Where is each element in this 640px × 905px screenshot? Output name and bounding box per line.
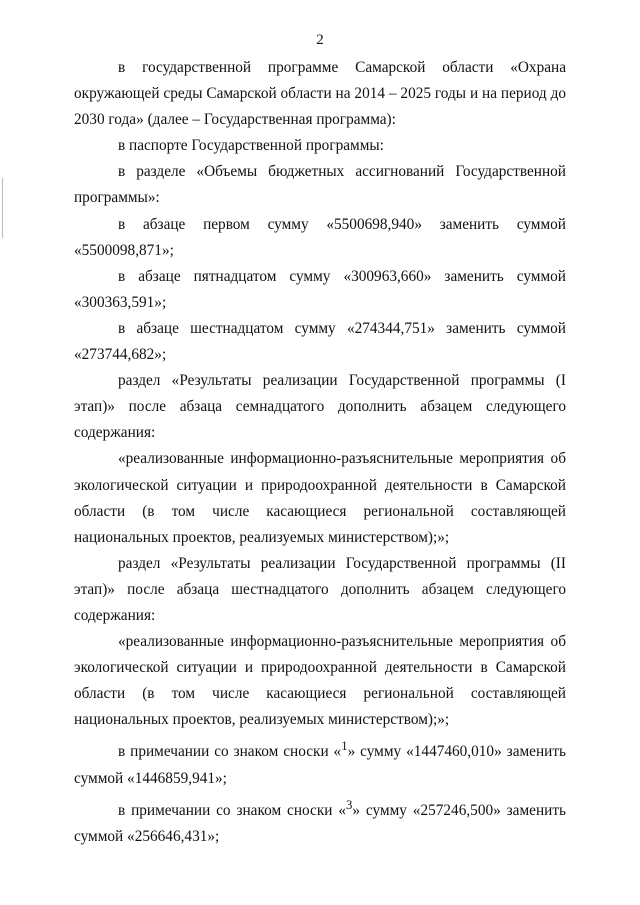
paragraph-sixteenth-amount: в абзаце шестнадцатом сумму «274344,751» заменить суммой «273744,682»; [74, 319, 566, 364]
footnote-3-marker: 3 [345, 797, 353, 812]
footnote-3-text-after: » сумму «257246,500» заменить суммой «256646,431»; [74, 801, 566, 845]
paragraph-program-intro: в государственной программе Самарской области «Охрана окружающей среды Самарской области на 2014 – 2025 годы и на период до 2030 года» (далее – Государственная программа): [74, 59, 566, 129]
footnote-3-text-before: в примечании со знаком сноски « [118, 801, 346, 819]
paragraph-fifteenth-amount: в абзаце пятнадцатом сумму «300963,660» заменить суммой «300363,591»; [74, 267, 566, 311]
paragraph-quote-stage-1: «реализованные информационно-разъяснительные мероприятия об экологической ситуации и природоохранной деятельности в Самарской области (в том числе касающиеся региональной составляющей национальных проектов, реализуемых министерством);»; [74, 450, 566, 546]
page-number: 2 [316, 32, 324, 48]
paragraph-results-stage-1: раздел «Результаты реализации Государственной программы (I этап)» после абзаца семнадцатого дополнить абзацем следующего содержания: [74, 372, 566, 442]
footnote-1-marker: 1 [341, 739, 348, 754]
paragraph-budget-section: в разделе «Объемы бюджетных ассигнований Государственной программы»: [74, 163, 566, 207]
scan-edge-line [2, 178, 3, 238]
paragraph-footnote-3 [74, 792, 566, 850]
paragraph-footnote-1 [74, 733, 566, 791]
footnote-1-text-after: » сумму «1447460,010» заменить суммой «1446859,941»; [74, 743, 566, 787]
footnote-1-text-before: в примечании со знаком сноски « [118, 743, 342, 761]
paragraph-passport: в паспорте Государственной программы: [118, 137, 384, 155]
paragraph-first-amount: в абзаце первом сумму «5500698,940» заменить суммой «5500098,871»; [74, 215, 566, 259]
paragraph-results-stage-2: раздел «Результаты реализации Государственной программы (II этап)» после абзаца шестнадцатого дополнить абзацем следующего содержания: [74, 554, 566, 624]
document-body [74, 55, 566, 850]
paragraph-quote-stage-2: «реализованные информационно-разъяснительные мероприятия об экологической ситуации и природоохранной деятельности в Самарской области (в том числе касающиеся региональной составляющей национальных проектов, реализуемых министерством);»; [74, 633, 566, 729]
